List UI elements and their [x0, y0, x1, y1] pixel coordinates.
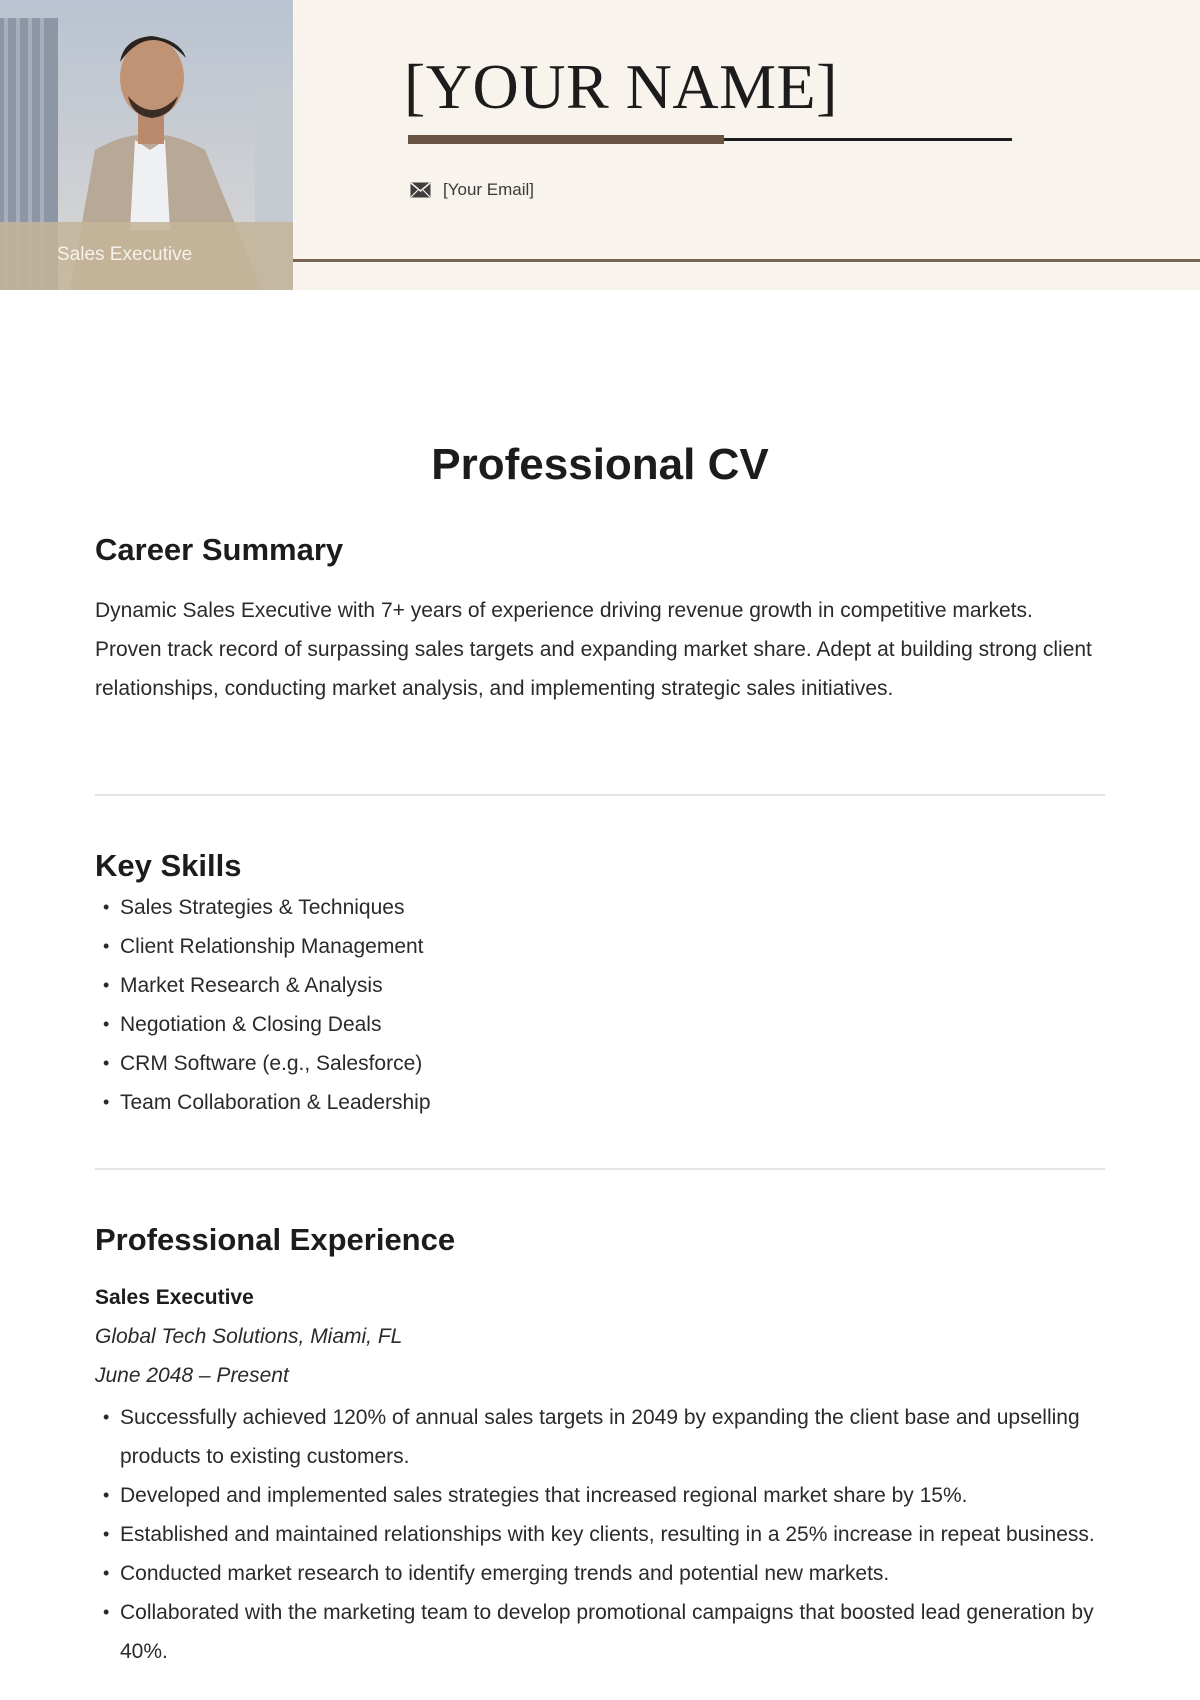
skill-item: • Market Research & Analysis	[95, 966, 1105, 1005]
skill-item: • Sales Strategies & Techniques	[95, 888, 1105, 927]
achievement-item: • Conducted market research to identify emerging trends and potential new markets.	[95, 1554, 1105, 1593]
key-skills-list	[95, 888, 1105, 1122]
achievement-item: • Established and maintained relationships with key clients, resulting in a 25% increase in repeat business.	[95, 1515, 1105, 1554]
skill-item: • Negotiation & Closing Deals	[95, 1005, 1105, 1044]
role-caption: Sales Executive	[57, 244, 193, 265]
name-underline-accent	[408, 135, 724, 144]
skill-item: • CRM Software (e.g., Salesforce)	[95, 1044, 1105, 1083]
envelope-icon	[410, 182, 431, 198]
skill-item: • Client Relationship Management	[95, 927, 1105, 966]
header-divider	[293, 259, 1200, 262]
experience-heading: Professional Experience	[95, 1222, 456, 1257]
job-achievements-list	[95, 1398, 1105, 1671]
email-value: [Your Email]	[443, 180, 535, 199]
section-divider	[95, 1168, 1105, 1170]
key-skills-heading: Key Skills	[95, 848, 242, 883]
email-row	[410, 178, 534, 202]
candidate-name: [YOUR NAME]	[404, 51, 838, 122]
job-title: Sales Executive	[95, 1286, 254, 1309]
job-company: Global Tech Solutions, Miami, FL	[95, 1325, 403, 1348]
achievement-item: • Developed and implemented sales strategies that increased regional market share by 15%.	[95, 1476, 1105, 1515]
header-banner	[0, 0, 1200, 290]
achievement-item: • Collaborated with the marketing team to develop promotional campaigns that boosted lead generation by 40%.	[95, 1593, 1105, 1671]
document-title: Professional CV	[431, 440, 769, 489]
career-summary-text: Dynamic Sales Executive with 7+ years of experience driving revenue growth in competitive markets. Proven track record of surpassing sales targets and expanding market share. Adept at building strong client relationships, conducting market analysis, and implementing strategic sales initiatives.	[95, 599, 1092, 700]
section-divider	[95, 794, 1105, 796]
career-summary-heading: Career Summary	[95, 532, 344, 567]
job-dates: June 2048 – Present	[95, 1364, 289, 1387]
achievement-item: • Successfully achieved 120% of annual sales targets in 2049 by expanding the client base and upselling products to existing customers.	[95, 1398, 1105, 1476]
skill-item: • Team Collaboration & Leadership	[95, 1083, 1105, 1122]
